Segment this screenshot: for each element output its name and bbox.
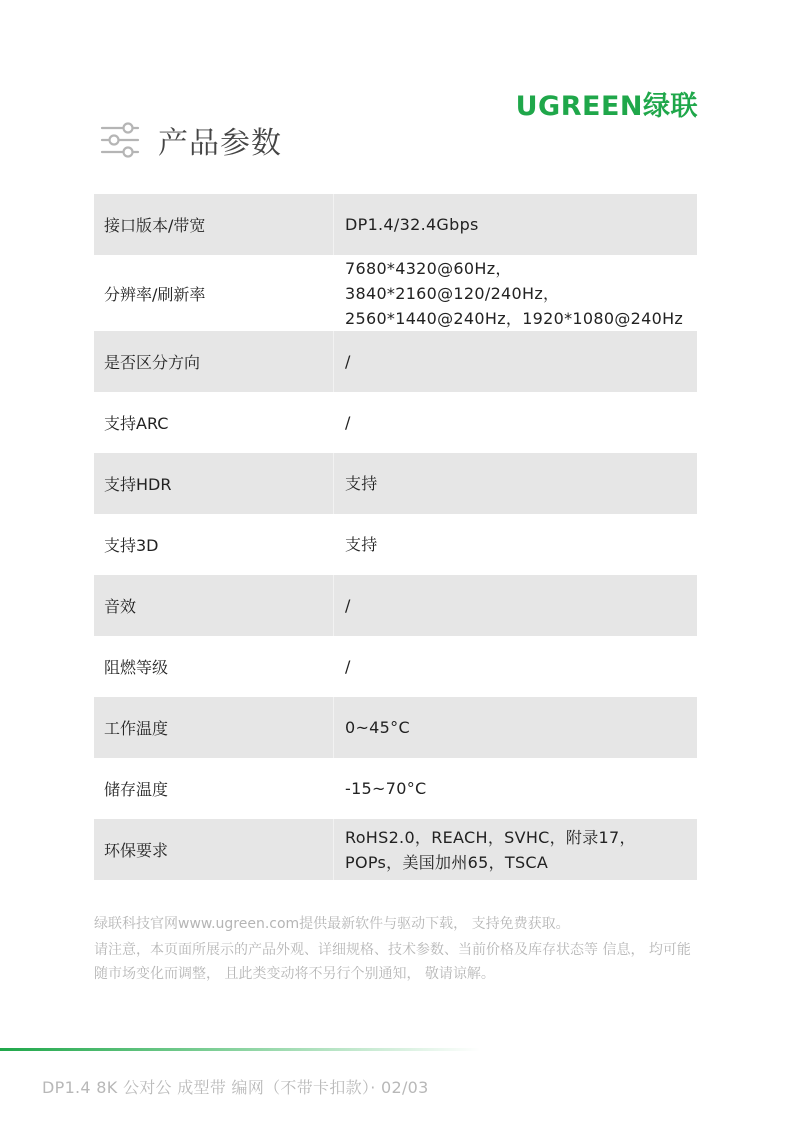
spec-value: / (345, 657, 351, 676)
spec-value: / (345, 596, 351, 615)
spec-value: 0~45°C (345, 718, 410, 737)
spec-row-operating-temp (94, 697, 697, 758)
spec-row-environmental (94, 819, 697, 880)
spec-label: 阻燃等级 (104, 658, 169, 677)
page-title: 产品参数 (158, 126, 282, 161)
spec-label: 是否区分方向 (94, 331, 334, 392)
spec-label: 工作温度 (94, 697, 334, 758)
spec-label: 储存温度 (104, 780, 169, 799)
spec-row-resolution (94, 255, 697, 331)
spec-label: 支持3D (104, 536, 159, 555)
page-header (100, 118, 282, 162)
spec-value: 支持 (345, 535, 378, 554)
footer-page-label: DP1.4 8K 公对公 成型带 编网（不带卡扣款）· 02/03 (42, 1078, 429, 1097)
note-download: 绿联科技官网www.ugreen.com提供最新软件与驱动下载， 支持免费获取。 (94, 916, 570, 932)
spec-value: -15~70°C (345, 779, 427, 798)
spec-row-flame-rating (94, 636, 697, 697)
footer-divider (0, 1048, 480, 1051)
spec-row-storage-temp (94, 758, 697, 819)
note-disclaimer: 请注意，本页面所展示的产品外观、详细规格、技术参数、当前价格及库存状态等 信息， 均可能随市场变化而调整， 且此类变动将不另行个别通知， 敬请谅解。 (94, 942, 691, 982)
spec-label: 分辨率/刷新率 (104, 284, 206, 304)
spec-value: DP1.4/32.4Gbps (345, 215, 479, 234)
spec-value: / (345, 413, 351, 432)
settings-sliders-icon (100, 120, 140, 160)
spec-label: 环保要求 (94, 819, 334, 880)
spec-row-direction (94, 331, 697, 392)
spec-row-hdr (94, 453, 697, 514)
spec-value: 7680*4320@60Hz，3840*2160@120/240Hz，2560*1440@240Hz，1920*1080@240Hz (345, 258, 684, 328)
spec-row-interface (94, 194, 697, 255)
spec-row-3d (94, 514, 697, 575)
spec-value: / (345, 352, 351, 371)
disclaimer-notes (94, 912, 694, 988)
spec-value: RoHS2.0，REACH，SVHC，附录17，POPs，美国加州65，TSCA (345, 827, 636, 872)
spec-label: 支持ARC (104, 414, 169, 433)
spec-row-arc (94, 392, 697, 453)
spec-table (94, 194, 697, 880)
spec-label: 接口版本/带宽 (94, 194, 334, 255)
spec-label: 音效 (94, 575, 334, 636)
brand-logo: UGREEN绿联 (515, 91, 698, 122)
spec-row-audio (94, 575, 697, 636)
spec-value: 支持 (345, 474, 378, 493)
spec-label: 支持HDR (94, 453, 334, 514)
